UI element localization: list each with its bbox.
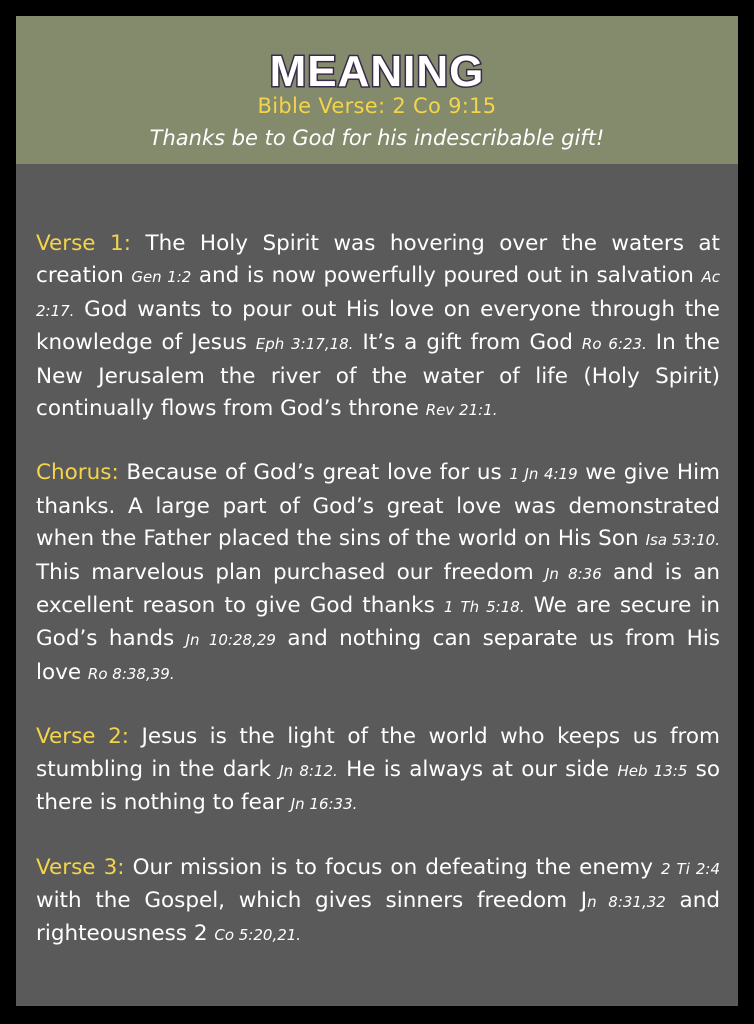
scripture-reference: Co 5:20,21. [214,926,302,945]
scripture-reference: Ro 6:23. [581,335,647,354]
scripture-reference: Ac 2:17. [36,268,720,320]
section-text: In the New Jerusalem the river of the water of life (Holy Spirit) continually flows from God’s throne [36,330,721,422]
section-text: God wants to pour out His love on everyone through the knowledge of Jesus [36,296,720,356]
section-text: we give Him thanks. A large part of God’s great love was demonstrated when the Father placed the sins of the world on His Son [36,460,720,552]
bible-verse-reference: Bible Verse: 2 Co 9:15 [257,94,497,118]
section-label: Verse 3: [36,854,125,880]
bible-verse-text: Thanks be to God for his indescribable gift! [149,126,605,150]
scripture-reference: n 8:31,32 [587,892,666,911]
scripture-reference: Jn 8:12. [279,761,338,780]
section-text: and is now powerfully poured out in salvation [191,263,702,289]
section-label: Verse 2: [36,724,129,750]
scripture-reference: Jn 16:33. [290,795,358,814]
section-paragraph [36,721,720,820]
header-banner [16,16,738,164]
scripture-reference: Isa 53:10. [645,531,720,550]
meaning-logo-graphic [257,24,497,100]
logo-text: MEANING [269,47,485,96]
section-text: He is always at our side [337,756,618,782]
scripture-reference: Heb 13:5 [617,761,688,780]
meaning-card [16,16,738,1006]
scripture-reference: 1 Th 5:18. [443,598,525,617]
section-text: and is an excellent reason to give God thanks [36,559,720,619]
section-paragraph [36,457,720,690]
section-label: Verse 1: [36,231,131,256]
scripture-reference: 1 Jn 4:19 [509,465,578,484]
meaning-content [36,228,720,983]
scripture-reference: Ro 8:38,39. [87,664,175,683]
section-text: This marvelous plan purchased our freedom [36,559,545,585]
section-text: and nothing can separate us from His love [36,626,721,685]
scripture-reference: Eph 3:17,18. [255,335,354,354]
scripture-reference: 2 Ti 2:4 [661,859,720,878]
section-text: with the Gospel, which gives sinners freedom J [36,887,588,913]
meaning-logo [16,24,738,100]
scripture-reference: Jn 8:36 [544,564,602,583]
scripture-reference: Rev 21:1. [425,401,498,420]
scripture-reference: Jn 10:28,29 [185,631,276,650]
section-text: We are secure in God’s hands [36,593,721,652]
section-text: The Holy Spirit was hovering over the waters at creation [36,231,720,289]
scripture-reference: Gen 1:2 [131,268,192,287]
section-text: and righteousness 2 [36,887,720,947]
section-text: Jesus is the light of the world who keeps us from stumbling in the dark [36,724,720,782]
section-text: Our mission is to focus on defeating the enemy [132,854,661,880]
section-text: It’s a gift from God [353,330,582,356]
section-paragraph [36,228,720,426]
section-text: Because of God’s great love for us [126,460,510,486]
section-paragraph [36,852,720,952]
section-text: so there is nothing to fear [36,756,721,816]
section-label: Chorus: [36,460,119,486]
